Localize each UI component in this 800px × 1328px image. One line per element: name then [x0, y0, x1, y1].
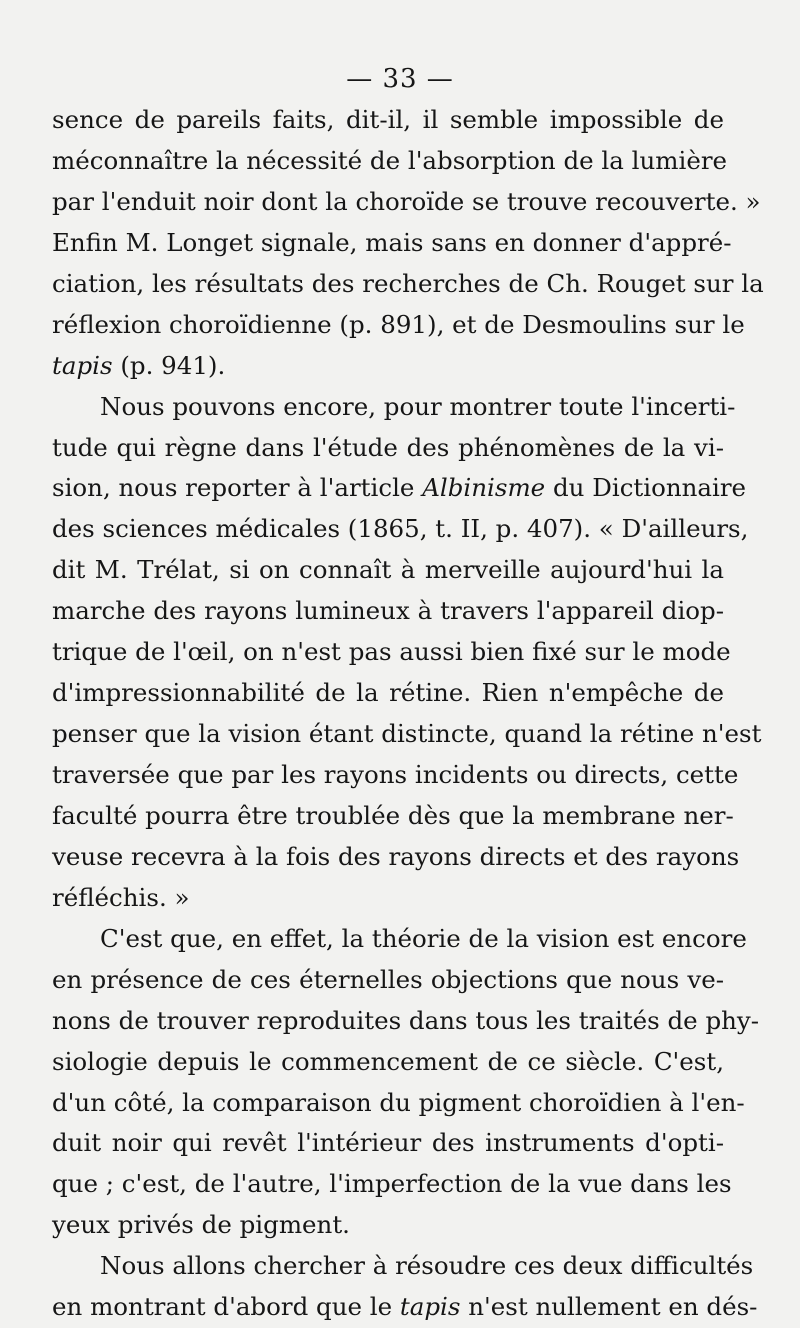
text-line — [52, 796, 734, 837]
text-line — [52, 468, 747, 509]
text-segment: d'un côté, la comparaison du pigment choroïdien à l'en- — [52, 1087, 745, 1117]
text-segment: veuse recevra à la fois des rayons directs et des rayons — [52, 841, 740, 871]
text-segment: trique de l'œil, on n'est pas aussi bien fixé sur le mode — [52, 637, 731, 667]
text-segment: nons de trouver reproduites dans tous les traités de phy- — [52, 1005, 760, 1035]
text-segment: réfléchis. » — [52, 882, 190, 912]
text-segment: que ; c'est, de l'autre, l'imperfection de la vue dans les — [52, 1169, 732, 1199]
text-segment: des sciences médicales (1865, t. II, p. 407). « D'ailleurs, — [52, 514, 749, 544]
text-segment: Enfin M. Longet signale, mais sans en donner d'appré- — [52, 227, 732, 257]
text-segment: ciation, les résultats des recherches de Ch. Rouget sur la — [52, 268, 764, 298]
text-line — [52, 509, 749, 550]
text-segment: réflexion choroïdienne (p. 891), et de Desmoulins sur le — [52, 309, 745, 339]
text-line — [52, 1164, 732, 1205]
text-segment: marche des rayons lumineux à travers l'appareil diop- — [52, 596, 724, 626]
text-segment: siologie depuis le commencement de ce siècle. C'est, — [52, 1046, 724, 1076]
text-segment: en présence de ces éternelles objections que nous ve- — [52, 964, 724, 994]
text-line — [52, 550, 724, 591]
italic-term: tapis — [52, 350, 113, 380]
text-line — [52, 673, 724, 714]
text-segment: sence de pareils faits, dit-il, il semble impossible de — [52, 105, 724, 134]
text-line — [52, 632, 731, 673]
text-segment: méconnaître la nécessité de l'absorption de la lumière — [52, 145, 728, 175]
text-segment: C'est que, en effet, la théorie de la vision est encore — [100, 923, 747, 953]
text-line — [52, 264, 764, 305]
text-line — [52, 1123, 724, 1164]
text-segment: n'est nullement en dés- — [460, 1292, 758, 1322]
text-line — [52, 1246, 754, 1287]
text-line — [52, 305, 745, 346]
text-line — [52, 1001, 760, 1042]
text-line — [52, 100, 724, 141]
text-segment: d'impressionnabilité de la rétine. Rien n'empêche de — [52, 678, 724, 708]
text-line — [52, 1205, 724, 1246]
text-line — [52, 346, 724, 387]
page-number: — 33 — — [346, 64, 454, 94]
text-segment: yeux privés de pigment. — [52, 1210, 350, 1240]
text-segment: Nous pouvons encore, pour montrer toute l'incerti- — [100, 391, 736, 421]
text-segment: du Dictionnaire — [545, 473, 747, 503]
text-line — [52, 960, 724, 1001]
text-segment: traversée que par les rayons incidents ou directs, cette — [52, 760, 739, 789]
italic-term: Albinisme — [422, 473, 546, 503]
text-segment: faculté pourra être troublée dès que la membrane ner- — [52, 800, 734, 830]
text-line — [52, 837, 740, 878]
text-line — [52, 428, 724, 469]
text-line — [52, 878, 724, 919]
text-line — [52, 591, 724, 632]
text-line — [52, 141, 728, 182]
text-segment: par l'enduit noir dont la choroïde se trouve recouverte. » — [52, 186, 761, 216]
text-segment: sion, nous reporter à l'article — [52, 473, 423, 503]
text-line — [52, 1083, 745, 1124]
body-text — [52, 100, 764, 1328]
text-line — [52, 755, 739, 796]
italic-term: tapis — [399, 1292, 461, 1322]
text-line — [52, 387, 736, 428]
text-segment: duit noir qui revêt l'intérieur des instruments d'opti- — [52, 1128, 724, 1158]
text-line — [52, 714, 762, 755]
text-segment: (p. 941). — [112, 350, 226, 380]
text-segment: tude qui règne dans l'étude des phénomènes de la vi- — [52, 432, 724, 462]
text-line — [52, 919, 747, 960]
text-segment: Nous allons chercher à résoudre ces deux difficultés — [100, 1251, 754, 1281]
text-segment: en montrant d'abord que le — [52, 1292, 400, 1322]
text-line — [52, 1042, 724, 1083]
text-line — [52, 223, 732, 264]
text-line — [52, 182, 761, 223]
text-segment: penser que la vision étant distincte, quand la rétine n'est — [52, 719, 762, 749]
text-segment: dit M. Trélat, si on connaît à merveille aujourd'hui la — [52, 555, 724, 585]
text-line — [52, 1287, 758, 1328]
